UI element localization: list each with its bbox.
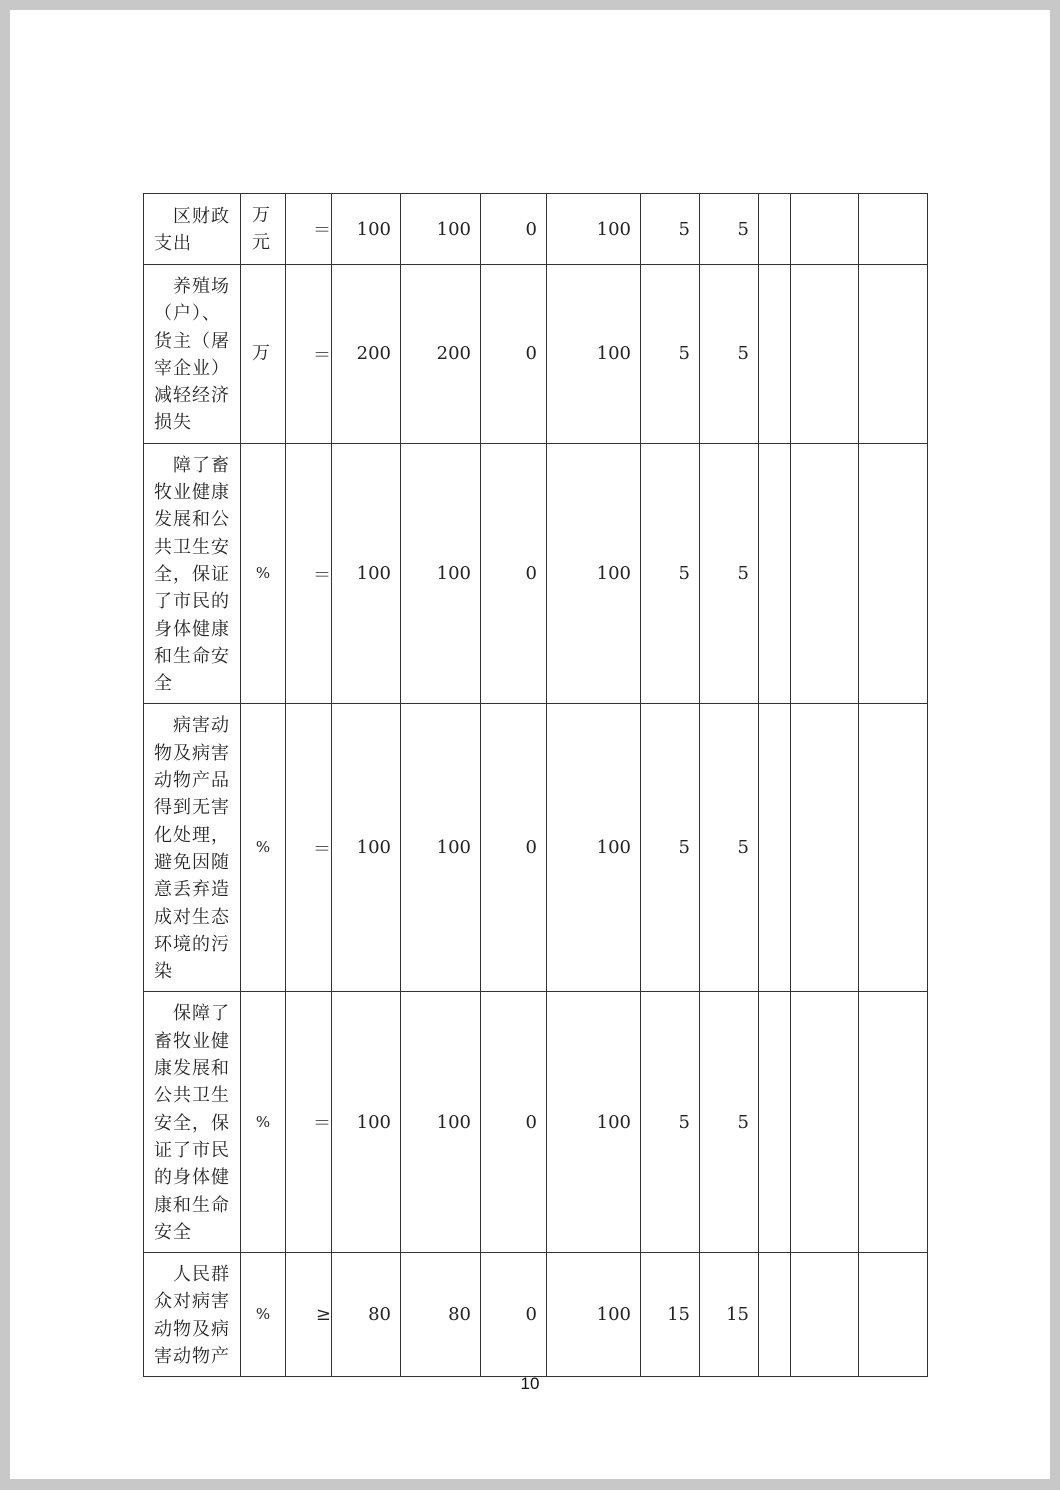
- unit-cell: %: [241, 992, 286, 1253]
- empty-cell: [791, 265, 859, 444]
- unit-cell: %: [241, 443, 286, 704]
- empty-cell: [791, 704, 859, 992]
- empty-cell: [791, 194, 859, 265]
- actual-score: 5: [700, 992, 759, 1253]
- completion-rate: 100: [547, 992, 641, 1253]
- comparison-operator: ＝: [286, 443, 332, 704]
- deviation-value: 0: [481, 992, 547, 1253]
- actual-value: 100: [401, 443, 481, 704]
- weight-score: 5: [641, 992, 700, 1253]
- table-row: [144, 443, 928, 704]
- performance-indicator-table: [143, 193, 928, 1377]
- weight-score: 5: [641, 194, 700, 265]
- empty-cell: [759, 443, 791, 704]
- indicator-description: 人民群众对病害动物及病害动物产: [144, 1253, 241, 1377]
- annual-target-value: 100: [332, 704, 401, 992]
- actual-value: 100: [401, 194, 481, 265]
- completion-rate: 100: [547, 1253, 641, 1377]
- comparison-operator: ≥: [286, 1253, 332, 1377]
- table-row: [144, 704, 928, 992]
- actual-score: 15: [700, 1253, 759, 1377]
- actual-score: 5: [700, 704, 759, 992]
- empty-cell: [759, 194, 791, 265]
- completion-rate: 100: [547, 443, 641, 704]
- unit-cell: 万: [241, 265, 286, 444]
- comparison-operator: ＝: [286, 992, 332, 1253]
- empty-cell: [859, 443, 928, 704]
- actual-value: 200: [401, 265, 481, 444]
- empty-cell: [759, 1253, 791, 1377]
- weight-score: 5: [641, 265, 700, 444]
- actual-value: 80: [401, 1253, 481, 1377]
- empty-cell: [859, 1253, 928, 1377]
- empty-cell: [791, 992, 859, 1253]
- actual-value: 100: [401, 992, 481, 1253]
- weight-score: 15: [641, 1253, 700, 1377]
- empty-cell: [859, 265, 928, 444]
- annual-target-value: 100: [332, 992, 401, 1253]
- table-row: [144, 265, 928, 444]
- empty-cell: [859, 704, 928, 992]
- indicator-description: 病害动物及病害动物产品得到无害化处理，避免因随意丢弃造成对生态环境的污染: [144, 704, 241, 992]
- weight-score: 5: [641, 443, 700, 704]
- empty-cell: [759, 992, 791, 1253]
- table-row: [144, 992, 928, 1253]
- deviation-value: 0: [481, 265, 547, 444]
- indicator-description: 区财政支出: [144, 194, 241, 265]
- comparison-operator: ＝: [286, 265, 332, 444]
- unit-cell: %: [241, 704, 286, 992]
- table-row: [144, 194, 928, 265]
- comparison-operator: ＝: [286, 194, 332, 265]
- deviation-value: 0: [481, 1253, 547, 1377]
- indicator-description: 保障了畜牧业健康发展和公共卫生安全，保证了市民的身体健康和生命安全: [144, 992, 241, 1253]
- document-page: [10, 10, 1050, 1479]
- table-row: [144, 1253, 928, 1377]
- empty-cell: [859, 992, 928, 1253]
- deviation-value: 0: [481, 704, 547, 992]
- deviation-value: 0: [481, 194, 547, 265]
- actual-score: 5: [700, 443, 759, 704]
- completion-rate: 100: [547, 704, 641, 992]
- empty-cell: [791, 443, 859, 704]
- actual-value: 100: [401, 704, 481, 992]
- actual-score: 5: [700, 194, 759, 265]
- actual-score: 5: [700, 265, 759, 444]
- empty-cell: [759, 265, 791, 444]
- annual-target-value: 100: [332, 194, 401, 265]
- unit-cell: 万元: [241, 194, 286, 265]
- completion-rate: 100: [547, 265, 641, 444]
- annual-target-value: 200: [332, 265, 401, 444]
- annual-target-value: 100: [332, 443, 401, 704]
- empty-cell: [759, 704, 791, 992]
- annual-target-value: 80: [332, 1253, 401, 1377]
- empty-cell: [791, 1253, 859, 1377]
- empty-cell: [859, 194, 928, 265]
- comparison-operator: ＝: [286, 704, 332, 992]
- weight-score: 5: [641, 704, 700, 992]
- completion-rate: 100: [547, 194, 641, 265]
- page-number: 10: [520, 1374, 540, 1393]
- indicator-description: 养殖场（户）、货主（屠宰企业）减轻经济损失: [144, 265, 241, 444]
- indicator-description: 障了畜牧业健康发展和公共卫生安全，保证了市民的身体健康和生命安全: [144, 443, 241, 704]
- unit-cell: %: [241, 1253, 286, 1377]
- deviation-value: 0: [481, 443, 547, 704]
